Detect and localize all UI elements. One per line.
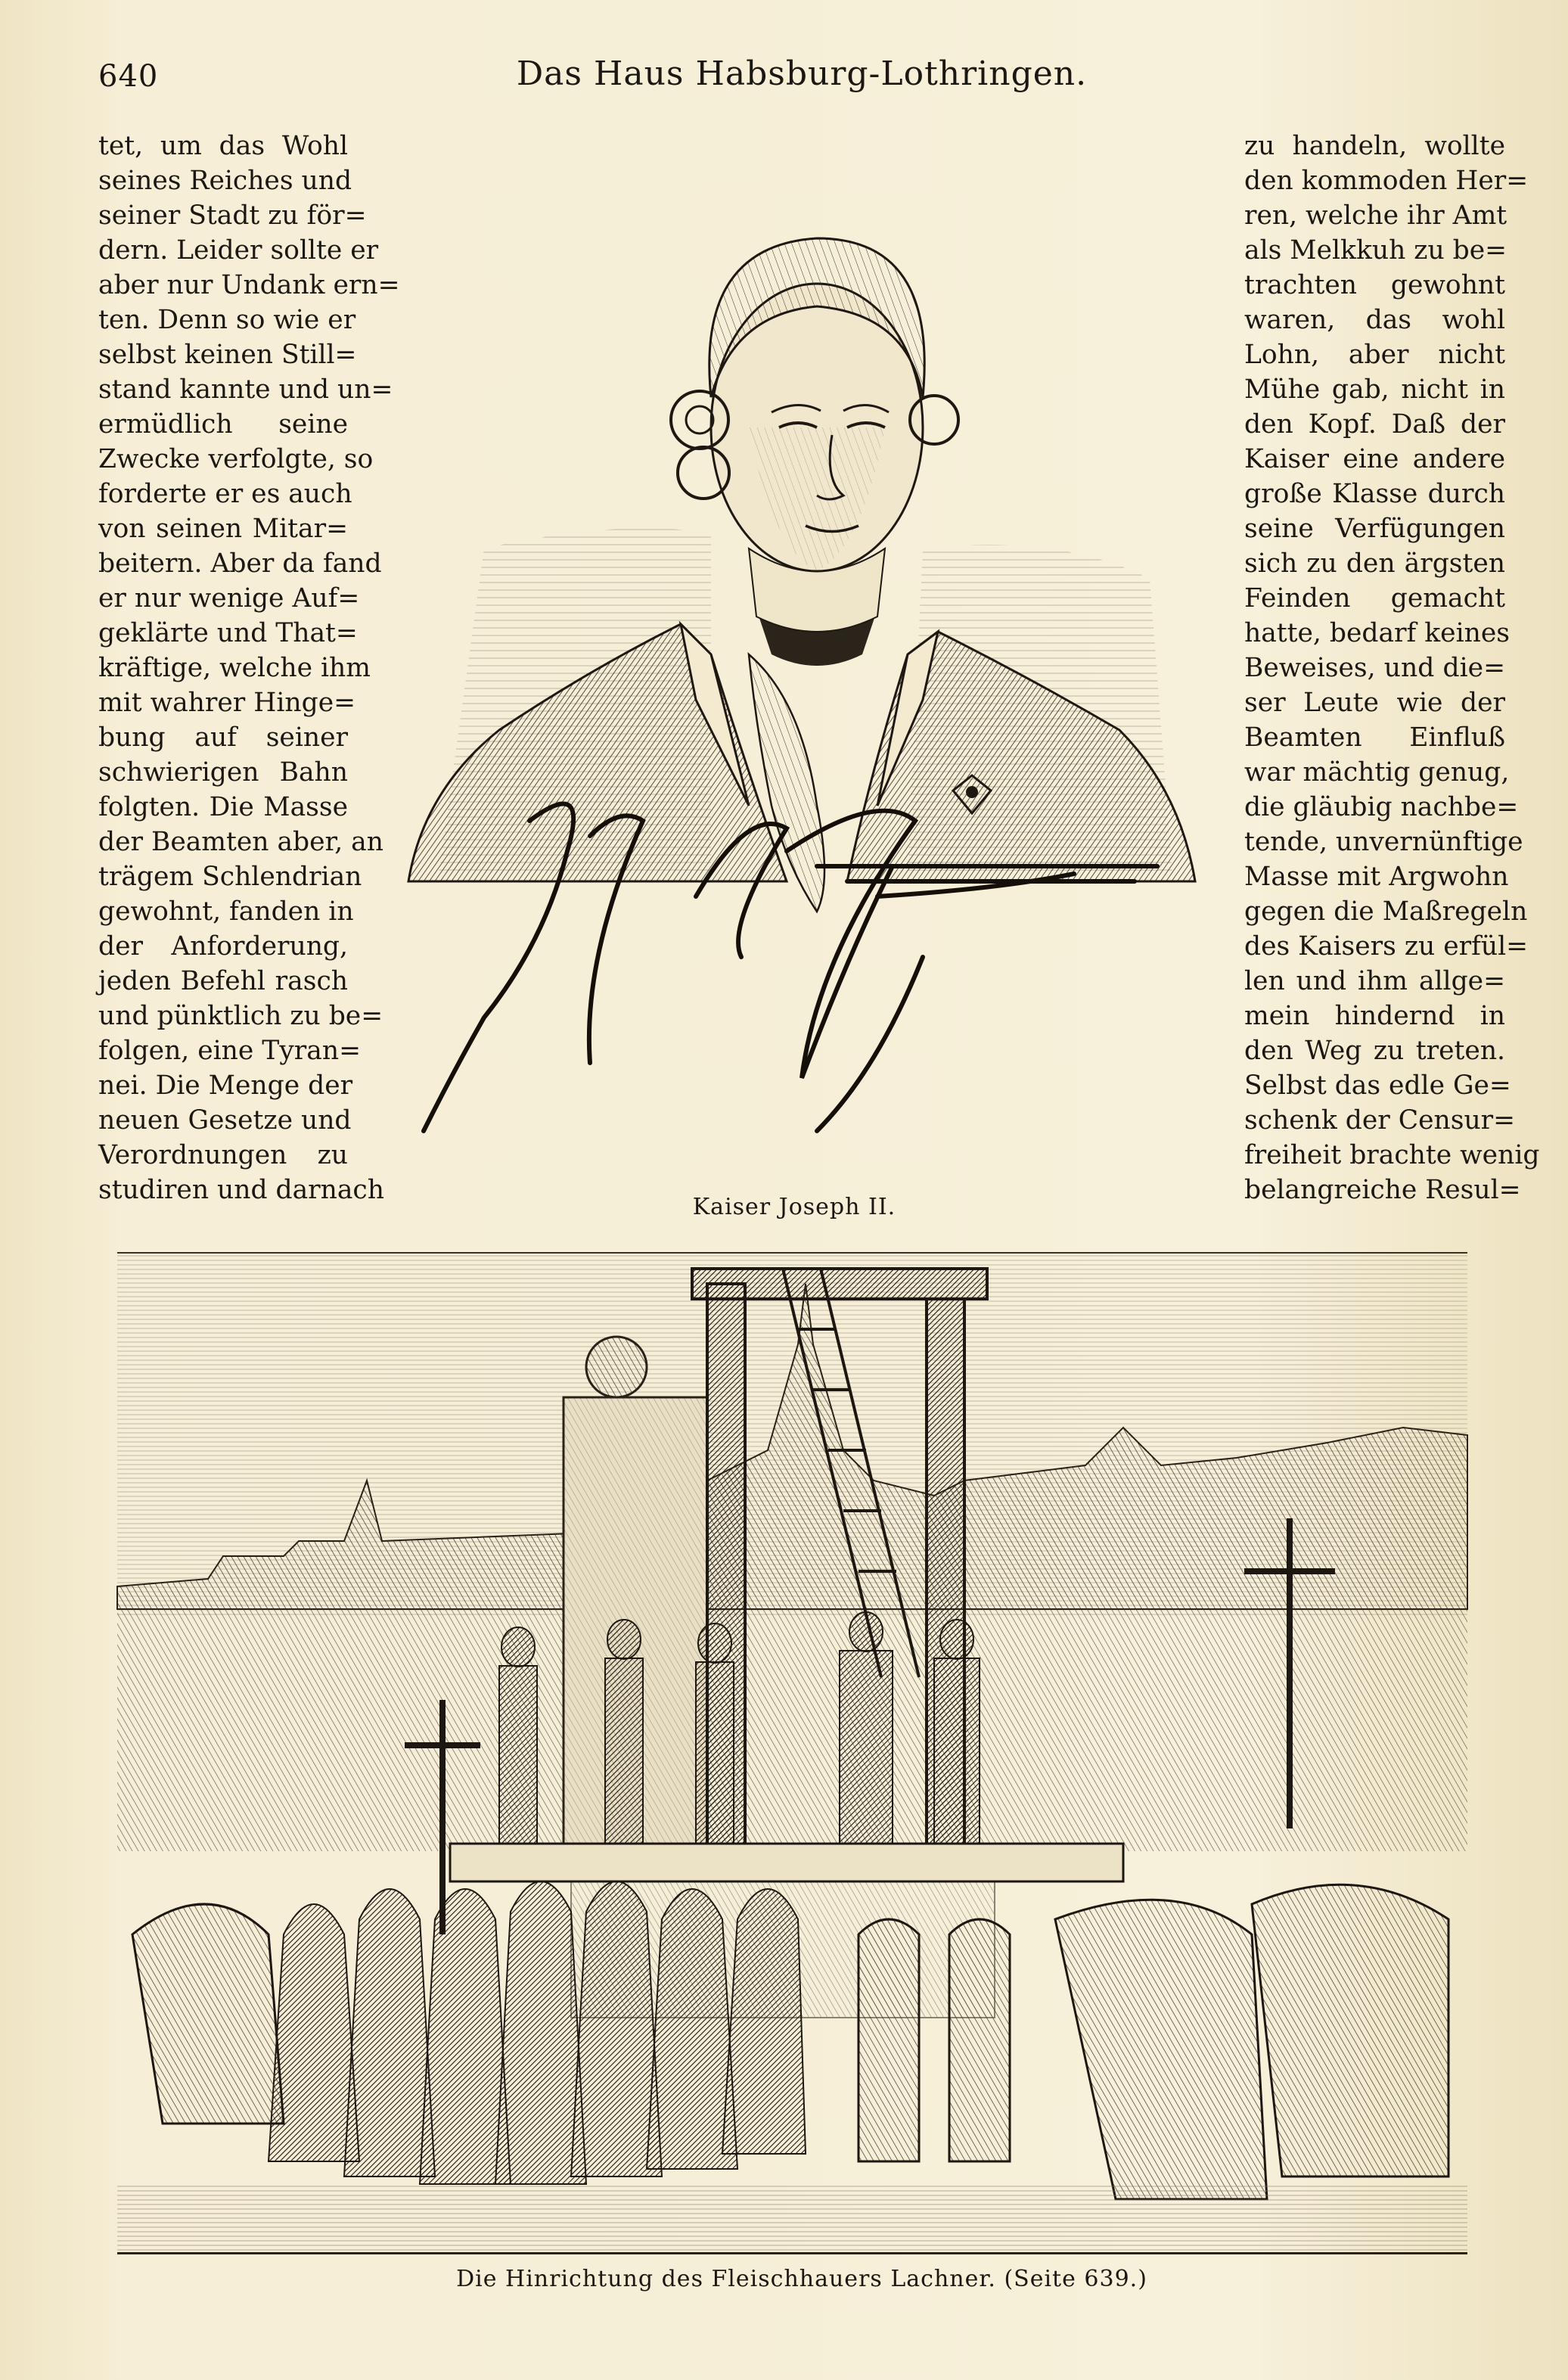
text-line: ermüdlich seine <box>98 409 348 440</box>
text-line: schwierigen Bahn <box>98 757 348 788</box>
text-line: mein hindernd in <box>1244 1001 1505 1031</box>
text-line: dern. Leider sollte er <box>98 235 379 266</box>
text-line: neuen Gesetze und <box>98 1105 352 1136</box>
text-line: und pünktlich zu be= <box>98 1001 383 1031</box>
text-line: von seinen Mitar= <box>98 514 348 544</box>
left-text-column <box>98 129 400 1207</box>
text-line: war mächtig genug, <box>1244 757 1510 788</box>
text-line: bung auf seiner <box>98 722 348 753</box>
text-line: Feinden gemacht <box>1244 583 1505 614</box>
text-line: sich zu den ärgsten <box>1244 548 1505 579</box>
text-line: belangreiche Resul= <box>1244 1175 1521 1205</box>
crowd-field <box>117 1609 1467 1851</box>
text-line: als Melkkuh zu be= <box>1244 235 1507 266</box>
text-line: Lohn, aber nicht <box>1244 340 1505 370</box>
text-line: nei. Die Menge der <box>98 1070 353 1101</box>
text-line: tet, um das Wohl <box>98 131 348 161</box>
text-line: der Anforderung, <box>98 931 348 962</box>
text-line: Zwecke verfolgte, so <box>98 444 374 474</box>
illustration-caption: Die Hinrichtung des Fleischhauers Lachner. (Seite 639.) <box>456 2266 1147 2292</box>
text-line: Beamten Einfluß <box>1244 722 1505 753</box>
text-line: die gläubig nachbe= <box>1244 792 1519 822</box>
running-head: Das Haus Habsburg-Lothringen. <box>516 54 1088 93</box>
text-line: forderte er es auch <box>98 479 352 509</box>
text-line: große Klasse durch <box>1244 479 1505 509</box>
text-line: freiheit brachte wenig <box>1244 1140 1540 1170</box>
text-line: Masse mit Argwohn <box>1244 862 1509 892</box>
text-line: der Beamten aber, an <box>98 827 383 857</box>
right-text-column <box>1244 129 1540 1207</box>
text-line: geklärte und That= <box>98 618 358 648</box>
text-line: er nur wenige Auf= <box>98 583 360 614</box>
text-line: seiner Stadt zu för= <box>98 200 367 231</box>
text-line: stand kannte und un= <box>98 374 393 405</box>
text-line: Kaiser eine andere <box>1244 444 1505 474</box>
text-line: den Weg zu treten. <box>1244 1036 1505 1066</box>
text-line: folgten. Die Masse <box>98 792 348 822</box>
text-line: trägem Schlendrian <box>98 862 362 892</box>
page-number: 640 <box>98 59 159 94</box>
text-line: des Kaisers zu erfül= <box>1244 931 1529 962</box>
text-line: Selbst das edle Ge= <box>1244 1070 1511 1101</box>
text-line: trachten gewohnt <box>1244 270 1505 300</box>
text-line: waren, das wohl <box>1244 305 1505 335</box>
text-line: beitern. Aber da fand <box>98 548 382 579</box>
text-line: seines Reiches und <box>98 166 352 196</box>
text-line: kräftige, welche ihm <box>98 653 371 683</box>
text-line: ren, welche ihr Amt <box>1244 200 1507 231</box>
text-line: ten. Denn so wie er <box>98 305 356 335</box>
text-line: gegen die Maßregeln <box>1244 896 1528 927</box>
scaffold-platform <box>450 1844 1123 1881</box>
text-line: jeden Befehl rasch <box>98 966 348 996</box>
text-line: hatte, bedarf keines <box>1244 618 1510 648</box>
text-line: seine Verfügungen <box>1244 514 1505 544</box>
execution-scene-engraving <box>117 1252 1467 2254</box>
text-line: zu handeln, wollte <box>1244 131 1505 161</box>
text-line: studiren und darnach <box>98 1175 384 1205</box>
text-line: tende, unvernünftige <box>1244 827 1523 857</box>
portrait-engraving-joseph-ii <box>393 125 1210 1161</box>
text-line: Beweises, und die= <box>1244 653 1505 683</box>
text-line: Mühe gab, nicht in <box>1244 374 1505 405</box>
ground <box>117 2184 1467 2252</box>
text-line: ser Leute wie der <box>1244 688 1505 718</box>
text-line: schenk der Censur= <box>1244 1105 1516 1136</box>
text-line: den kommoden Her= <box>1244 166 1529 196</box>
text-line: len und ihm allge= <box>1244 966 1505 996</box>
text-line: aber nur Undank ern= <box>98 270 400 300</box>
text-line: mit wahrer Hinge= <box>98 688 356 718</box>
text-line: Verordnungen zu <box>98 1140 348 1170</box>
portrait-caption: Kaiser Joseph II. <box>692 1194 896 1220</box>
text-line: folgen, eine Tyran= <box>98 1036 361 1066</box>
text-line: selbst keinen Still= <box>98 340 357 370</box>
text-line: den Kopf. Daß der <box>1244 409 1505 440</box>
text-line: gewohnt, fanden in <box>98 896 354 927</box>
